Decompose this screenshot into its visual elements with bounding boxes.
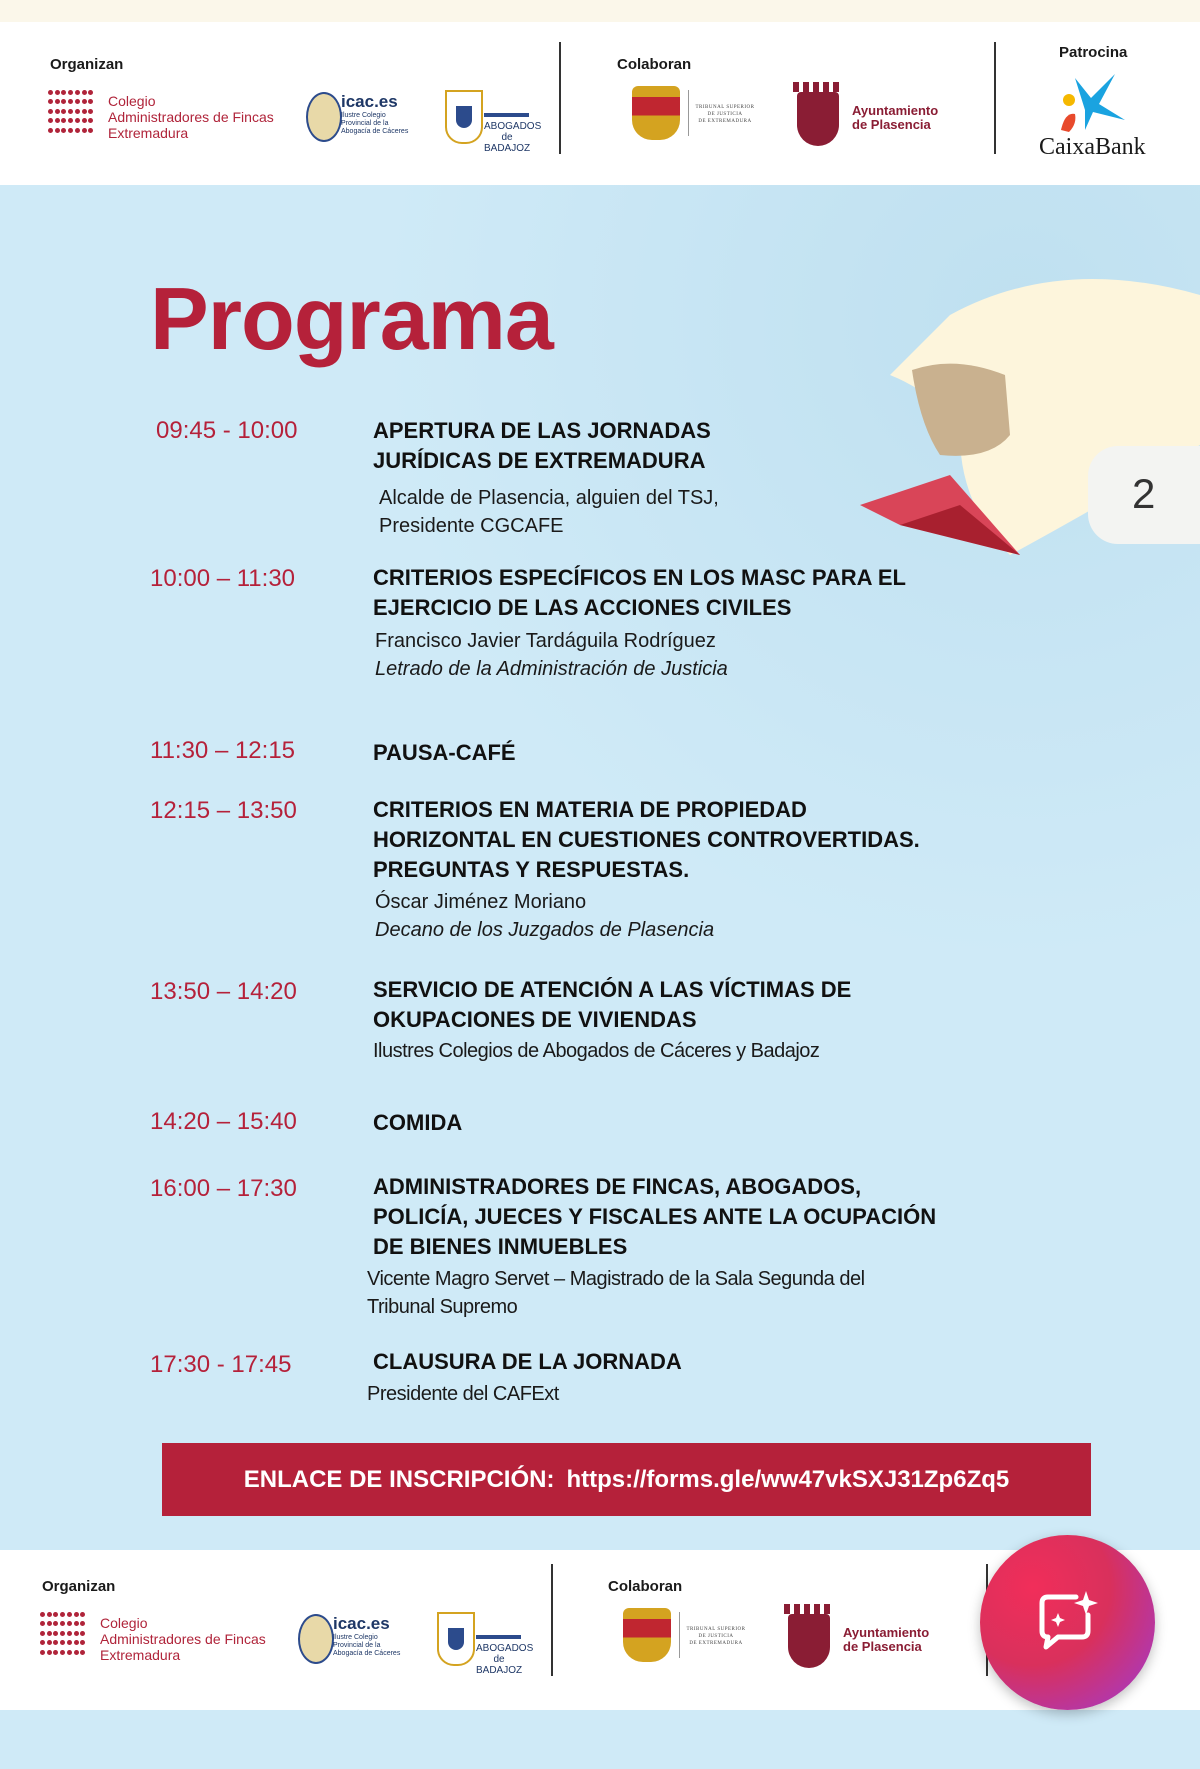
icac-seal-icon [306,92,342,142]
badajoz-logo-text: ABOGADOS de BADAJOZ [484,121,542,154]
icac-title: icac.es [341,92,398,111]
schedule-details: Alcalde de Plasencia, alguien del TSJ, Presidente CGCAFE [379,487,719,537]
badajoz-logo-text: ABOGADOS de BADAJOZ [476,1643,534,1676]
schedule-details: Óscar Jiménez Moriano Decano de los Juzgados de Plasencia [375,891,715,941]
registration-label: ENLACE DE INSCRIPCIÓN: [243,1465,555,1493]
cafe-logo-text: Colegio Administradores de Fincas Extremadura [108,93,274,141]
icac-subtitle: Ilustre Colegio Provincial de la Abogacía de Cáceres [333,1634,401,1657]
plasencia-logo-text: Ayuntamiento de Plasencia [843,1625,930,1654]
organizan-label: Organizan [42,1578,116,1595]
caixabank-logo-text: CaixaBank [1039,134,1146,160]
schedule-details: Francisco Javier Tardáguila Rodríguez Letrado de la Administración de Justicia [375,630,728,680]
schedule-title: CRITERIOS EN MATERIA DE PROPIEDAD HORIZONTAL EN CUESTIONES CONTROVERTIDAS. PREGUNTAS Y RESPUESTAS. [373,797,920,882]
cafe-logo-text: Colegio Administradores de Fincas Extremadura [100,1615,266,1663]
ai-chat-sparkle-icon [1032,1587,1104,1659]
plasencia-shield-icon [797,92,839,146]
registration-banner[interactable] [162,1443,1091,1516]
spain-coat-of-arms-icon [632,86,680,140]
tsj-divider [688,90,689,136]
schedule-details: Presidente del CAFExt [367,1383,559,1405]
schedule-time: 10:00 – 11:30 [150,565,296,592]
tsj-divider [679,1612,680,1658]
colaboran-label: Colaboran [608,1578,683,1595]
top-strip [0,0,1200,22]
schedule-title: SERVICIO DE ATENCIÓN A LAS VÍCTIMAS DE OKUPACIONES DE VIVIENDAS [373,977,852,1032]
badajoz-bar [484,113,529,117]
page-title: Programa [150,269,553,368]
schedule-title: PAUSA-CAFÉ [373,740,516,765]
schedule-title: CLAUSURA DE LA JORNADA [373,1349,682,1374]
schedule-time: 17:30 - 17:45 [150,1351,292,1378]
cafe-logo-mark [40,1612,86,1658]
page-number: 2 [1132,470,1156,517]
colaboran-label: Colaboran [617,56,692,73]
schedule-details: Ilustres Colegios de Abogados de Cáceres y Badajoz [373,1040,820,1062]
icac-subtitle: Ilustre Colegio Provincial de la Abogacía de Cáceres [341,112,409,135]
schedule-title: COMIDA [373,1110,463,1135]
spain-coat-of-arms-icon [623,1608,671,1662]
ai-chat-sparkle-button[interactable] [980,1535,1155,1710]
icac-title: icac.es [333,1614,390,1633]
separator [994,42,996,154]
schedule-title: CRITERIOS ESPECÍFICOS EN LOS MASC PARA EL EJERCICIO DE LAS ACCIONES CIVILES [373,565,906,620]
registration-link[interactable]: https://forms.gle/ww47vkSXJ31Zp6Zq5 [566,1465,1010,1493]
separator [559,42,561,154]
schedule-time: 16:00 – 17:30 [150,1175,297,1202]
plasencia-shield-icon [788,1614,830,1668]
patrocina-label: Patrocina [1059,44,1128,61]
cafe-logo-mark [48,90,94,136]
icac-seal-icon [298,1614,334,1664]
organizan-label: Organizan [50,56,124,73]
bottom-strip [0,1710,1200,1769]
schedule-title: APERTURA DE LAS JORNADAS JURÍDICAS DE EXTREMADURA [373,418,711,473]
badajoz-shield-icon [437,1612,475,1666]
caixabank-star-icon [1055,70,1131,136]
tsj-logo-text: TRIBUNAL SUPERIOR DE JUSTICIA DE EXTREMADURA [695,105,755,124]
plasencia-logo-text: Ayuntamiento de Plasencia [852,103,939,132]
tsj-logo-text: TRIBUNAL SUPERIOR DE JUSTICIA DE EXTREMADURA [686,1627,746,1646]
badajoz-bar [476,1635,521,1639]
separator [551,1564,553,1676]
schedule-time: 14:20 – 15:40 [150,1108,297,1135]
schedule-time: 09:45 - 10:00 [156,417,298,444]
schedule-details: Vicente Magro Servet – Magistrado de la Sala Segunda del Tribunal Supremo [367,1268,865,1318]
badajoz-shield-icon [445,90,483,144]
schedule-time: 12:15 – 13:50 [150,797,297,824]
schedule-time: 13:50 – 14:20 [150,978,297,1005]
schedule-time: 11:30 – 12:15 [150,737,296,764]
schedule-title: ADMINISTRADORES DE FINCAS, ABOGADOS, POLICÍA, JUECES Y FISCALES ANTE LA OCUPACIÓN DE BIENES INMUEBLES [373,1174,937,1259]
